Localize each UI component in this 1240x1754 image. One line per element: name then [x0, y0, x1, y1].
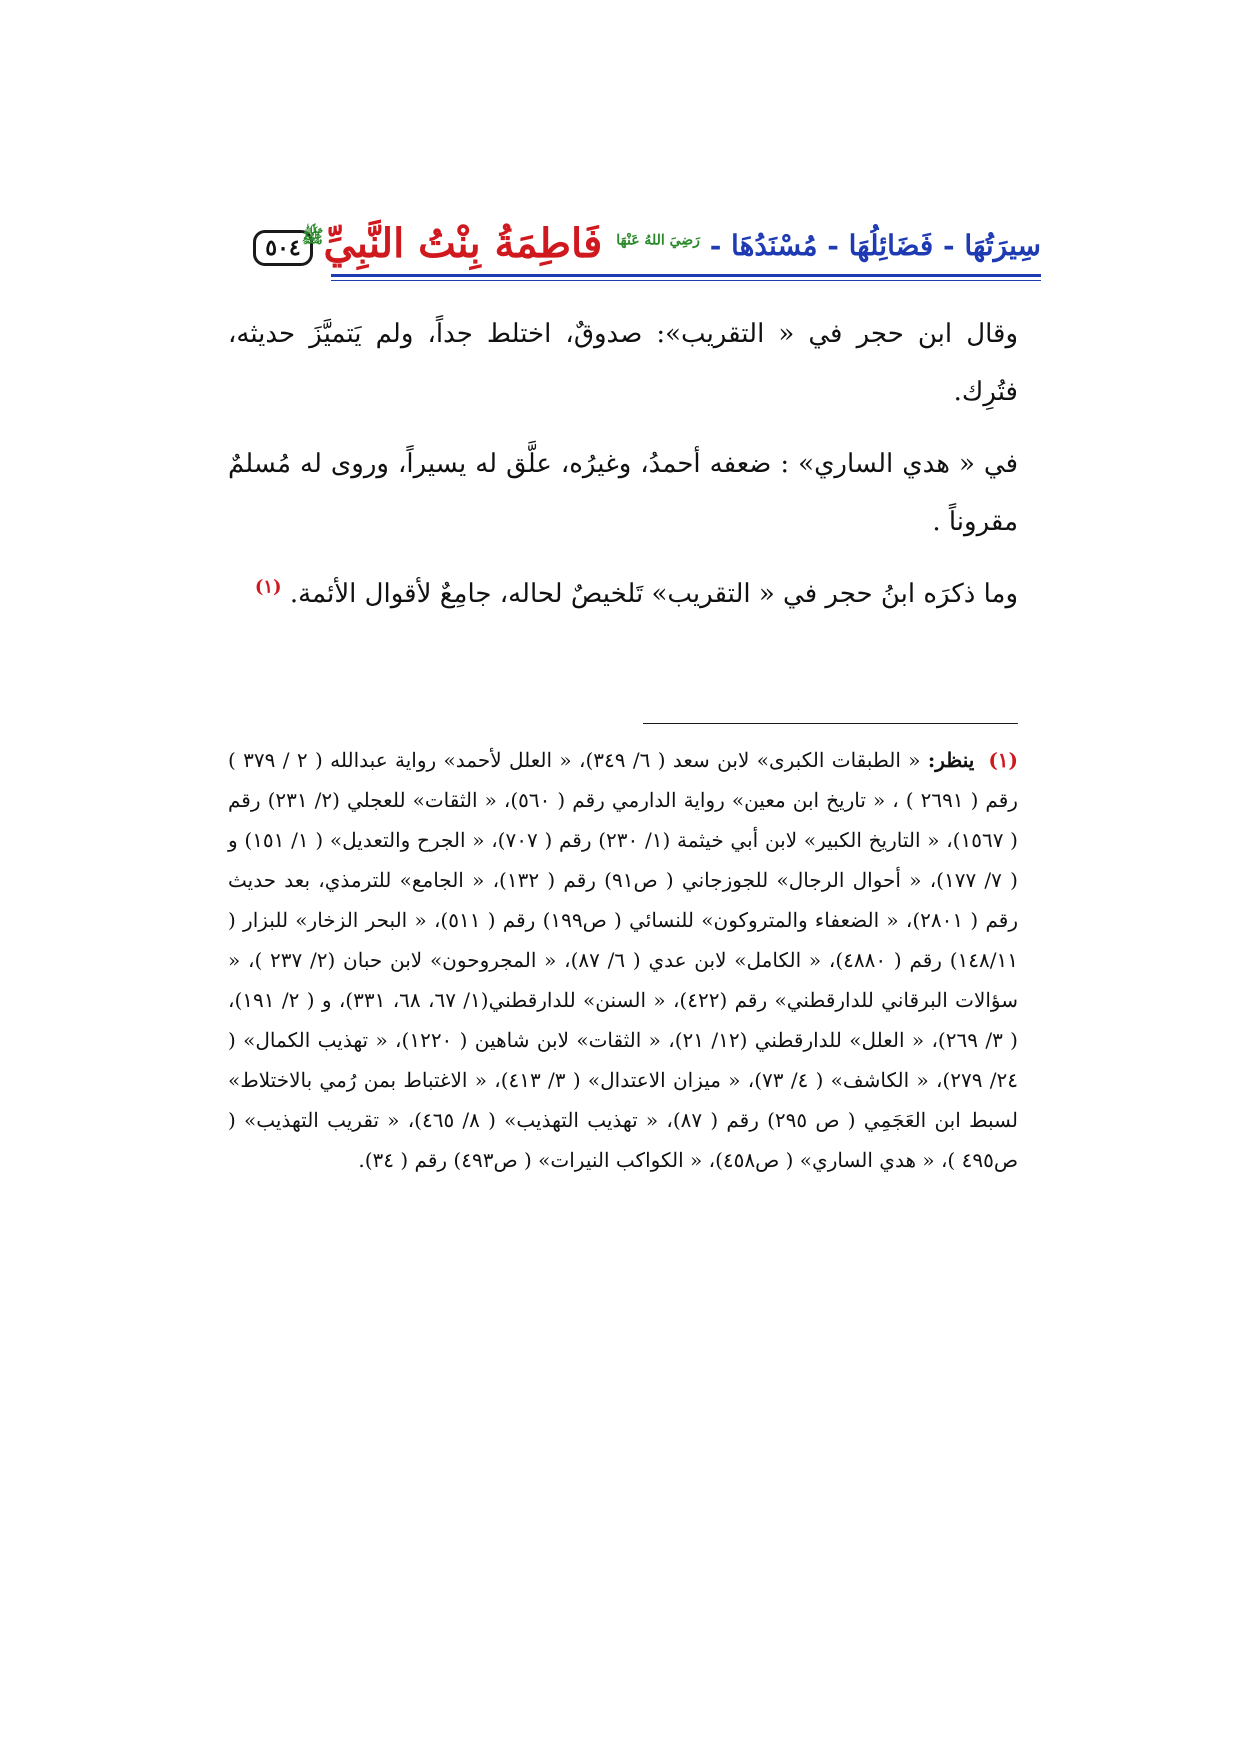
paragraph-3-text: وما ذكرَه ابنُ حجر في « التقريب» تَلخيصٌ لحاله، جامِعٌ لأقوال الأئمة.: [289, 579, 1018, 609]
footnote-lead: ينظر:: [927, 748, 975, 772]
paragraph-1-text: وقال ابن حجر في « التقريب»: صدوقٌ، اختلط جداً، ولم يَتميَّزَ حديثه، فتُرِك.: [228, 319, 1018, 407]
paragraph-2-text: في « هدي الساري» : ضعفه أحمدُ، وغيرُه، علَّق له يسيراً، وروى له مُسلمٌ مقروناً .: [228, 449, 1018, 537]
footnote-text: « الطبقات الكبرى» لابن سعد ( ٦/ ٣٤٩)، « العلل لأحمد» رواية عبدالله ( ٢ / ٣٧٩ ) رقم ( ٢٦٩١ ) ، « تاريخ ابن معين» رواية الدارمي رقم ( ٥٦٠)، « الثقات» للعجلي (٢/ ٢٣١) رقم ( ١٥٦٧)، « التاريخ الكبير» لابن أبي خيثمة (١/ ٢٣٠) رقم ( ٧٠٧)، « الجرح والتعديل» ( ١/ ١٥١) و ( ٧/ ١٧٧)، « أحوال الرجال» للجوزجاني ( ص٩١) رقم ( ١٣٢)، « الجامع» للترمذي، بعد حديث رقم ( ٢٨٠١)، « الضعفاء والمتروكون» للنسائي ( ص١٩٩) رقم ( ٥١١)، « البحر الزخار» للبزار ( ١٤٨/١١) رقم ( ٤٨٨٠)، « الكامل» لابن عدي ( ٦/ ٨٧)، « المجروحون» لابن حبان (٢/ ٢٣٧ )، « سؤالات البرقاني للدارقطني» رقم (٤٢٢)، « السنن» للدارقطني(١/ ٦٧، ٦٨، ٣٣١)، و ( ٢/ ١٩١)، ( ٣/ ٢٦٩)، « العلل» للدارقطني (١٢/ ٢١)، « الثقات» لابن شاهين ( ١٢٢٠)، « تهذيب الكمال» ( ٢٤/ ٢٧٩)، « الكاشف» ( ٤/ ٧٣)، « ميزان الاعتدال» ( ٣/ ٤١٣)، « الاغتباط بمن رُمي بالاختلاط» لسبط ابن العَجَمِي ( ص ٢٩٥) رقم ( ٨٧)، « تهذيب التهذيب» ( ٨/ ٤٦٥)، « تقريب التهذيب» ( ص٤٩٥ )، « هدي الساري» ( ص٤٥٨)، « الكواكب النيرات» ( ص٤٩٣) رقم ( ٣٤).: [228, 748, 1019, 1172]
header-rule-thin: [331, 280, 1041, 281]
paragraph-2: [228, 435, 1018, 551]
paragraph-3-container: [228, 565, 1018, 623]
book-title-main: [301, 220, 603, 272]
book-subtitle: [616, 229, 1041, 272]
book-subtitle-text: سِيرَتُهَا - فَضَائِلُهَا - مُسْنَدُهَا -: [709, 229, 1041, 262]
paragraph-3: [228, 565, 1018, 623]
page-header: [253, 190, 1041, 288]
honorific-radiya: رَضِيَ اللهُ عَنْهَا: [616, 232, 700, 249]
page-number: ٥٠٤: [253, 230, 313, 266]
footnote-marker: (١): [988, 748, 1018, 772]
footnote: [228, 740, 1018, 1180]
paragraph-1: [228, 305, 1018, 421]
honorific-salawat: ﷺ: [301, 226, 324, 248]
footnote-reference[interactable]: (١): [254, 576, 282, 598]
book-title: [302, 190, 1041, 272]
header-rule: [331, 274, 1041, 277]
book-title-main-text: فَاطِمَةُ بِنْتُ النَّبِيِّ: [323, 220, 603, 267]
footnote-separator: [643, 723, 1018, 724]
